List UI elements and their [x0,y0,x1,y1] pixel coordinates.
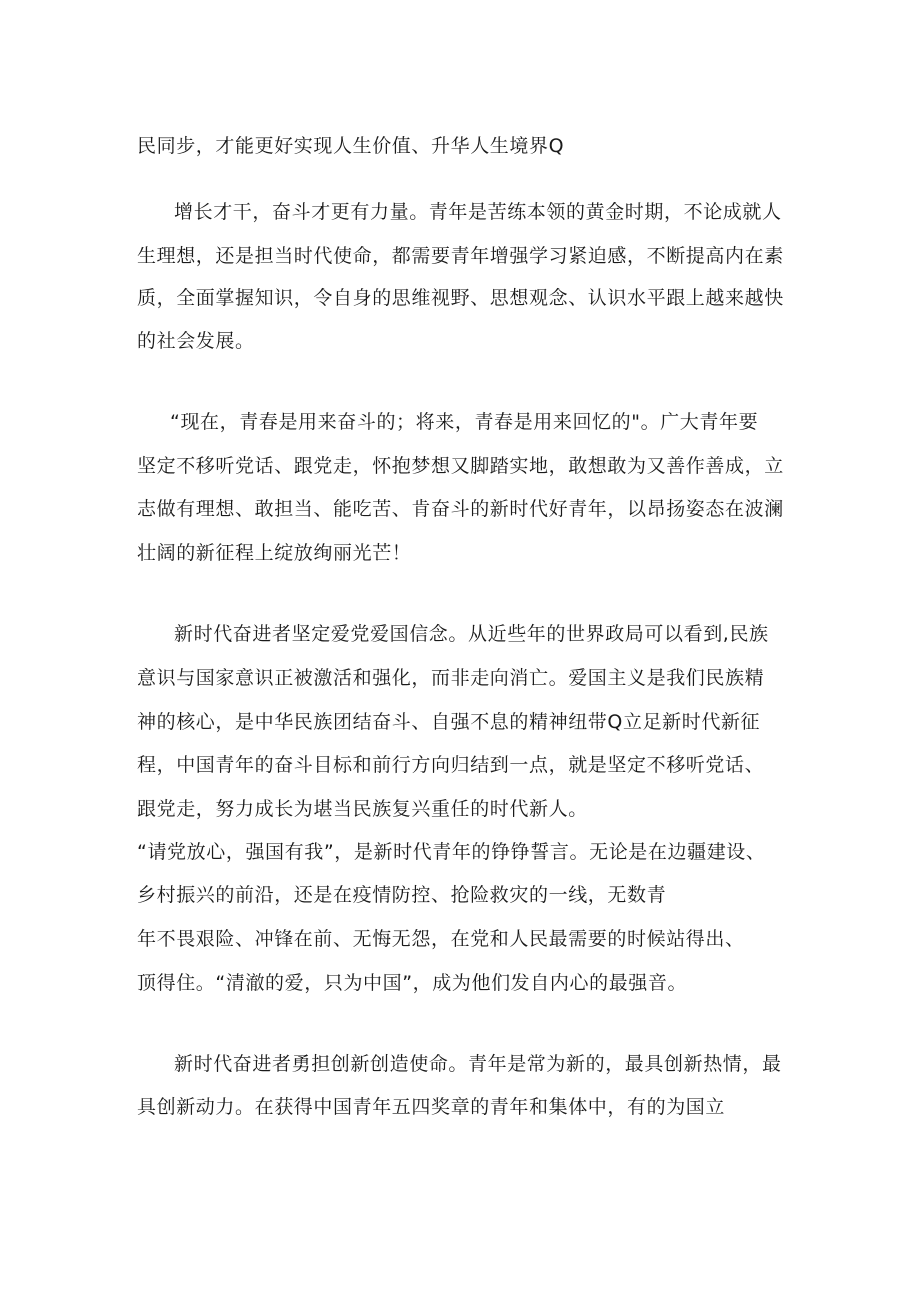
text-line: 壮阔的新征程上绽放绚丽光芒！ [137,542,412,564]
text-line: 质，全面掌握知识，令自身的思维视野、思想观念、认识水平跟上越来越快 [137,287,784,309]
text-line: 志做有理想、敢担当、能吃苦、肯奋斗的新时代好青年，以昂扬姿态在波澜 [137,498,784,520]
text-line: 民同步，才能更好实现人生价值、升华人生境界Q [137,135,565,157]
text-line: 神的核心，是中华民族团结奋斗、自强不息的精神纽带Q立足新时代新征 [137,711,761,733]
text-line: 的社会发展。 [137,330,255,352]
text-line: 乡村振兴的前沿，还是在疫情防控、抢险救灾的一线，无数青 [137,884,667,906]
text-line: 坚定不移听党话、跟党走，怀抱梦想又脚踏实地，敢想敢为又善作善成，立 [137,455,784,477]
text-line: 程，中国青年的奋斗目标和前行方向归结到一点，就是坚定不移听党话、 [137,754,765,776]
text-line: “请党放心，强国有我”，是新时代青年的铮铮誓言。无论是在边疆建设、 [137,841,766,863]
text-line: 新时代奋进者勇担创新创造使命。青年是常为新的，最具创新热情，最 [174,1053,782,1075]
text-line: 增长才干，奋斗才更有力量。青年是苦练本领的黄金时期，不论成就人 [174,201,782,223]
text-line: 具创新动力。在获得中国青年五四奖章的青年和集体中，有的为国立 [137,1096,726,1118]
text-line: 跟党走，努力成长为堪当民族复兴重任的时代新人。 [137,798,588,820]
text-line: 意识与国家意识正被激活和强化，而非走向消亡。爱国主义是我们民族精 [137,667,765,689]
text-line: 年不畏艰险、冲锋在前、无悔无怨，在党和人民最需要的时候站得出、 [137,928,745,950]
text-line: 新时代奋进者坚定爱党爱国信念。从近些年的世界政局可以看到,民族 [174,623,769,645]
text-line: 顶得住。“清澈的爱，只为中国”，成为他们发自内心的最强音。 [137,972,688,994]
text-line: 生理想，还是担当时代使命，都需要青年增强学习紧迫感，不断提高内在素 [137,245,784,267]
text-line: “现在，青春是用来奋斗的；将来，青春是用来回忆的"。广大青年要 [170,411,759,433]
